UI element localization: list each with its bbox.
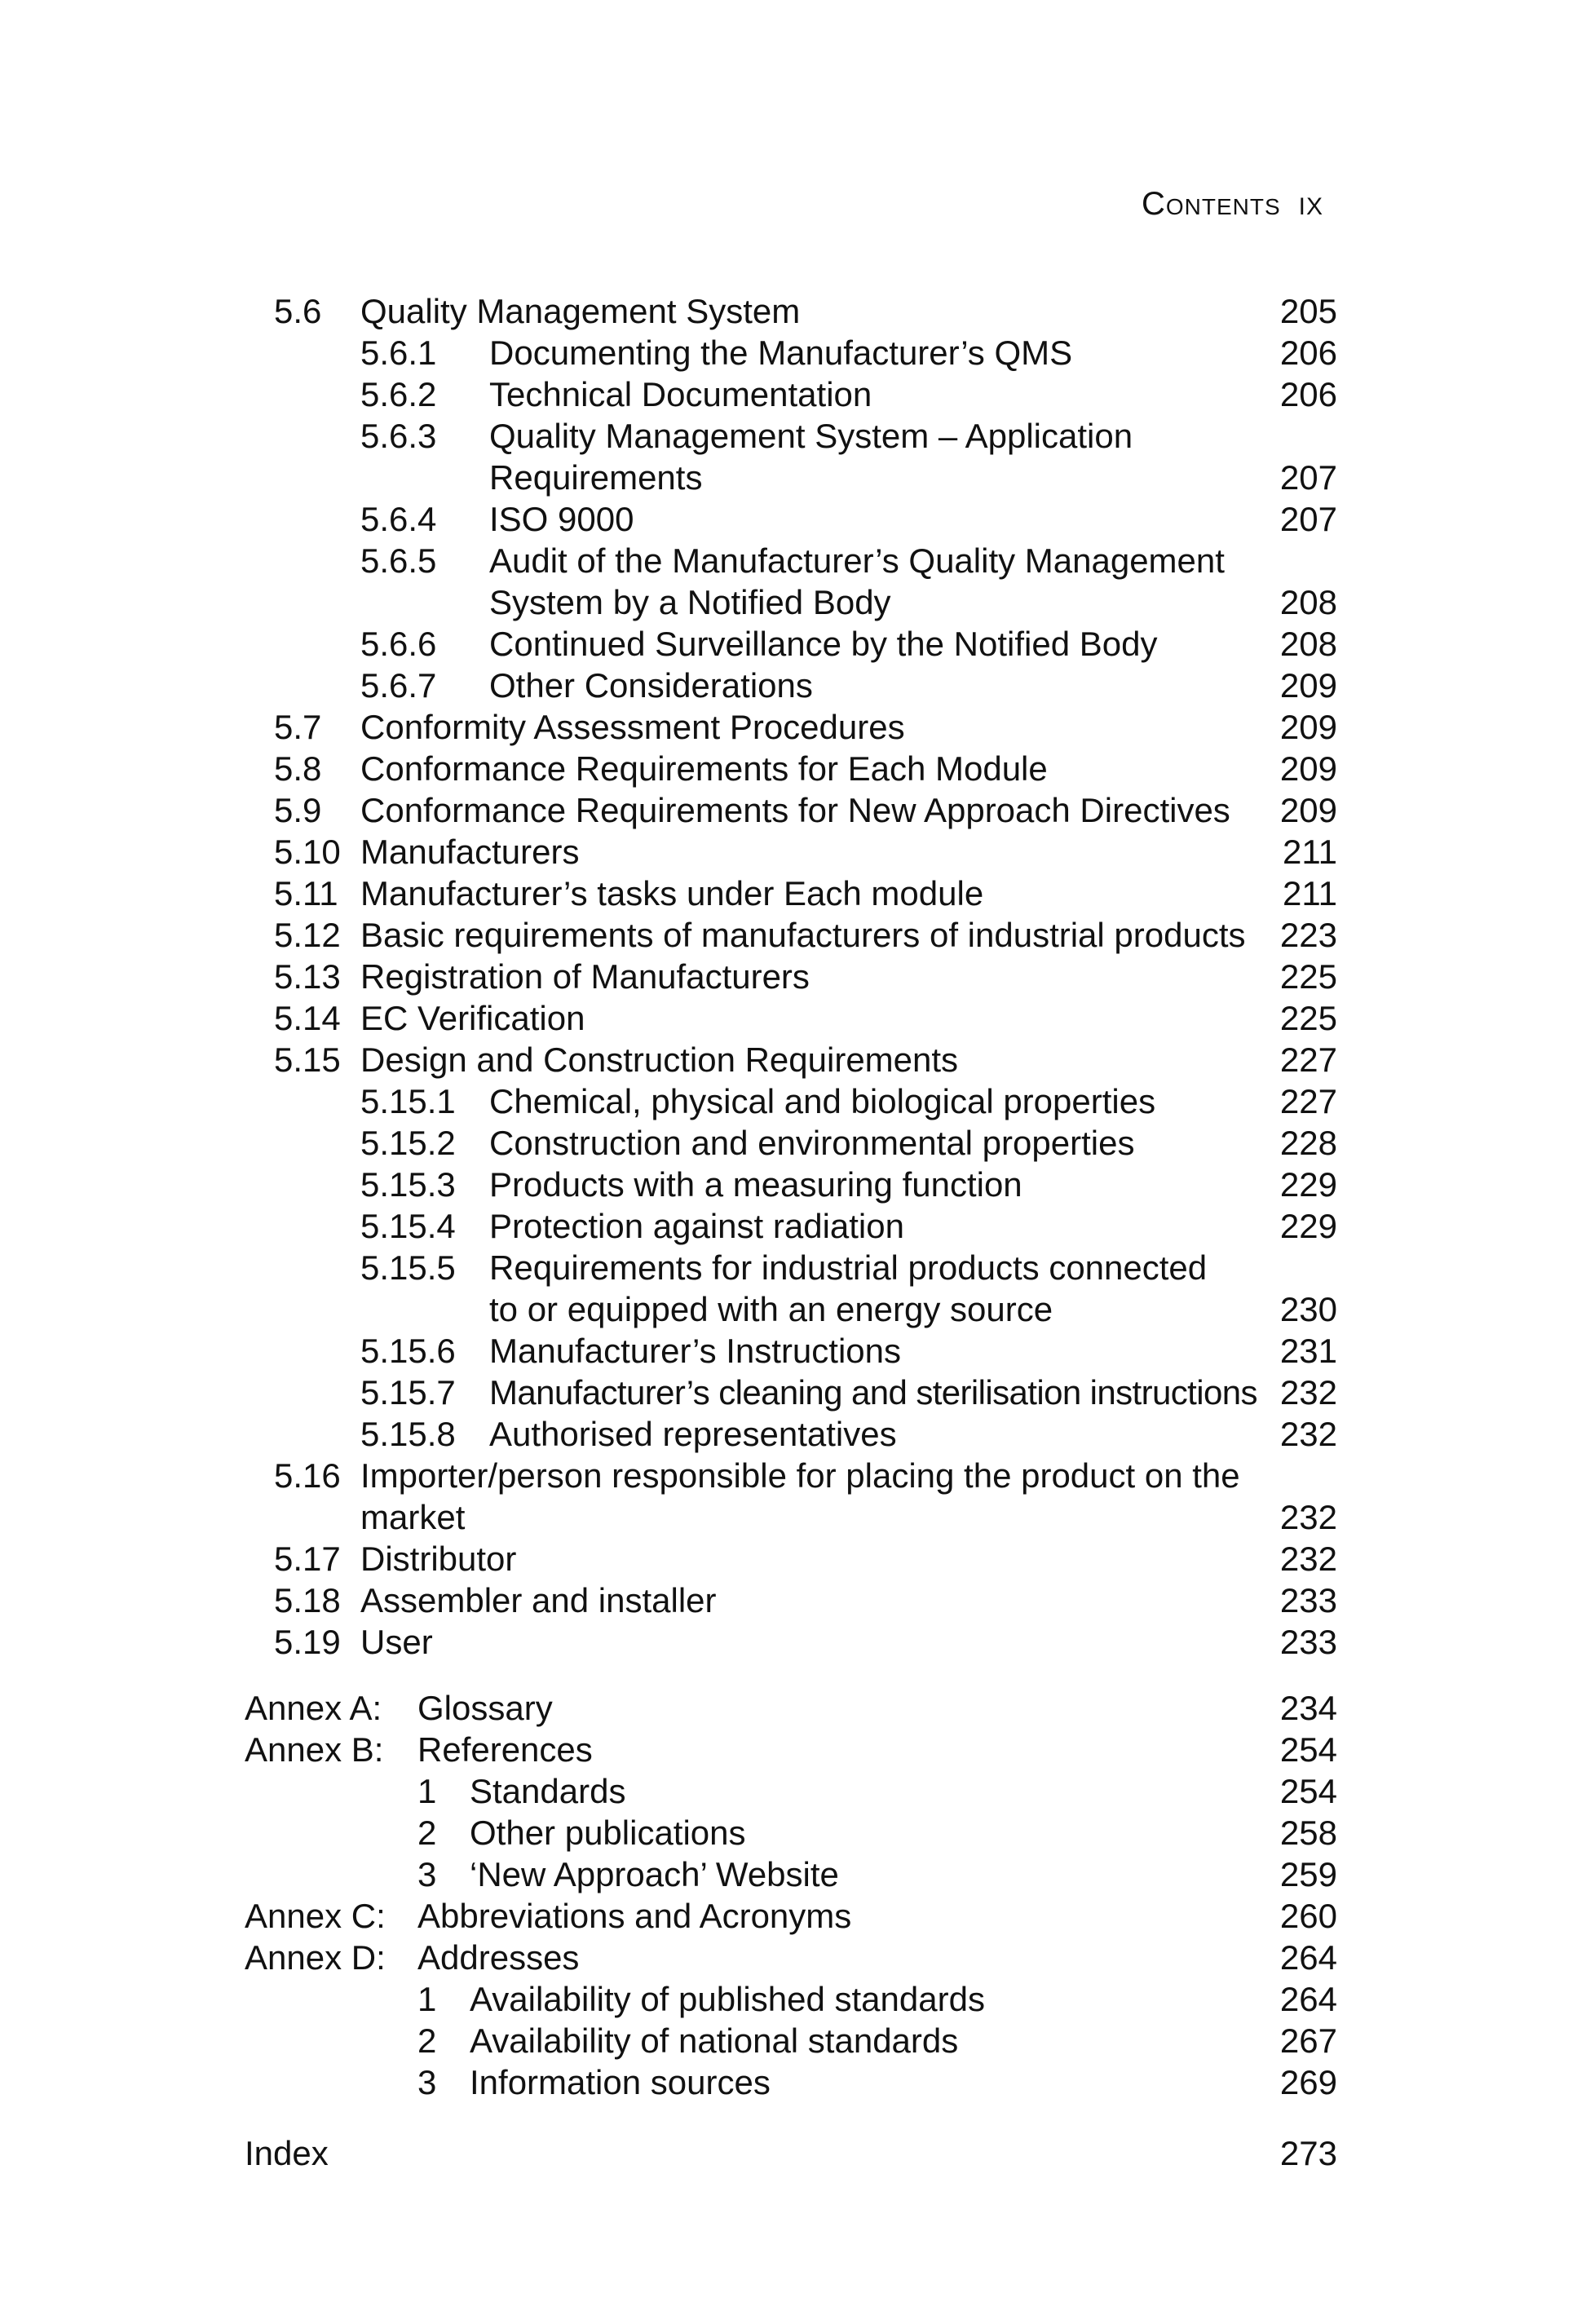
section-gap <box>245 1663 1337 1687</box>
entry-number: 1 <box>417 1980 437 2018</box>
entry-title: Quality Management System – Application <box>489 417 1133 455</box>
toc-entry-5-9[interactable] <box>245 789 1337 831</box>
entry-page: 231 <box>1279 1332 1337 1370</box>
entry-title: Audit of the Manufacturer’s Quality Management <box>489 541 1225 580</box>
entry-title: Standards <box>470 1772 626 1810</box>
entry-number: 5.10 <box>274 833 341 871</box>
entry-number: 5.6.1 <box>360 334 437 372</box>
entry-title: ‘New Approach’ Website <box>470 1855 839 1893</box>
toc-entry-5-8[interactable] <box>245 748 1337 789</box>
toc-entry-5-15-5[interactable] <box>245 1247 1337 1288</box>
toc-entry-5-19[interactable] <box>245 1621 1337 1663</box>
entry-title: Manufacturers <box>360 833 580 871</box>
entry-title: Design and Construction Requirements <box>360 1040 959 1079</box>
section-gap <box>245 2103 1337 2132</box>
entry-number: 5.6 <box>274 292 322 330</box>
entry-page: 211 <box>1283 874 1337 912</box>
entry-page: 260 <box>1279 1897 1337 1935</box>
toc-entry-5-15-7[interactable] <box>245 1372 1337 1413</box>
entry-title-continued: Requirements <box>489 458 703 497</box>
entry-title: Manufacturer’s cleaning and sterilisation instructions <box>489 1373 1257 1412</box>
entry-number: 3 <box>417 2063 437 2101</box>
entry-page: 209 <box>1279 666 1337 705</box>
entry-title: Conformance Requirements for New Approach Directives <box>360 791 1230 829</box>
entry-number: 5.6.6 <box>360 625 437 663</box>
entry-number: 5.15.3 <box>360 1165 456 1204</box>
entry-page: 269 <box>1279 2063 1337 2101</box>
entry-page: 206 <box>1279 375 1337 413</box>
table-of-contents <box>245 290 1337 2174</box>
toc-entry-5-15-2[interactable] <box>245 1122 1337 1164</box>
toc-entry-annex-b-1[interactable] <box>245 1770 1337 1812</box>
entry-title: Construction and environmental properties <box>489 1124 1135 1162</box>
entry-title: Conformity Assessment Procedures <box>360 708 905 746</box>
entry-title: Registration of Manufacturers <box>360 957 810 996</box>
toc-entry-annex-b-2[interactable] <box>245 1812 1337 1853</box>
entry-page: 207 <box>1279 500 1337 538</box>
toc-entry-5-16-continued[interactable] <box>245 1496 1337 1538</box>
toc-entry-annex-c[interactable] <box>245 1895 1337 1937</box>
toc-entry-annex-a[interactable] <box>245 1687 1337 1729</box>
toc-entry-5-6-5-continued[interactable] <box>245 581 1337 623</box>
entry-page: 206 <box>1279 334 1337 372</box>
entry-number: 5.18 <box>274 1581 341 1619</box>
toc-entry-5-17[interactable] <box>245 1538 1337 1580</box>
entry-title-continued: to or equipped with an energy source <box>489 1290 1053 1328</box>
entry-title: Basic requirements of manufacturers of industrial products <box>360 916 1246 954</box>
toc-entry-annex-d[interactable] <box>245 1937 1337 1978</box>
annex-label: Annex A: <box>245 1689 382 1727</box>
entry-title: Quality Management System <box>360 292 801 330</box>
entry-page: 232 <box>1279 1415 1337 1453</box>
page-number: IX <box>1298 193 1324 220</box>
toc-entry-5-6-7[interactable] <box>245 665 1337 706</box>
entry-title: Chemical, physical and biological properties <box>489 1082 1156 1120</box>
toc-entry-5-6-1[interactable] <box>245 332 1337 373</box>
entry-page: 259 <box>1279 1855 1337 1893</box>
entry-page: 230 <box>1279 1290 1337 1328</box>
entry-page: 225 <box>1279 957 1337 996</box>
entry-title: Conformance Requirements for Each Module <box>360 749 1048 788</box>
entry-page: 264 <box>1279 1980 1337 2018</box>
entry-number: 5.15 <box>274 1040 341 1079</box>
toc-entry-annex-d-1[interactable] <box>245 1978 1337 2020</box>
entry-number: 5.16 <box>274 1456 341 1495</box>
entry-title: Other publications <box>470 1814 746 1852</box>
entry-page: 254 <box>1279 1730 1337 1769</box>
entry-page: 234 <box>1279 1689 1337 1727</box>
entry-title: Abbreviations and Acronyms <box>417 1897 852 1935</box>
toc-entry-5-7[interactable] <box>245 706 1337 748</box>
entry-title: Documenting the Manufacturer’s QMS <box>489 334 1073 372</box>
entry-number: 5.15.7 <box>360 1373 456 1412</box>
entry-page: 232 <box>1279 1540 1337 1578</box>
toc-entry-annex-b-3[interactable] <box>245 1853 1337 1895</box>
entry-title: ISO 9000 <box>489 500 634 538</box>
entry-title: Addresses <box>417 1938 580 1977</box>
entry-title: Manufacturer’s tasks under Each module <box>360 874 984 912</box>
toc-entry-5-6-5[interactable] <box>245 540 1337 581</box>
annex-label: Annex C: <box>245 1897 386 1935</box>
toc-entry-5-14[interactable] <box>245 997 1337 1039</box>
entry-title: Availability of national standards <box>470 2021 959 2060</box>
entry-page: 209 <box>1279 749 1337 788</box>
entry-number: 5.15.4 <box>360 1207 456 1245</box>
entry-page: 227 <box>1279 1082 1337 1120</box>
entry-number: 3 <box>417 1855 437 1893</box>
entry-number: 5.6.4 <box>360 500 437 538</box>
entry-number: 1 <box>417 1772 437 1810</box>
entry-title: Authorised representatives <box>489 1415 897 1453</box>
entry-title: Index <box>245 2134 329 2172</box>
toc-entry-5-15-3[interactable] <box>245 1164 1337 1205</box>
entry-number: 5.14 <box>274 999 341 1037</box>
entry-title: Technical Documentation <box>489 375 872 413</box>
entry-page: 229 <box>1279 1165 1337 1204</box>
toc-entry-5-15-8[interactable] <box>245 1413 1337 1455</box>
toc-entry-annex-d-3[interactable] <box>245 2061 1337 2103</box>
toc-entry-5-6-6[interactable] <box>245 623 1337 665</box>
toc-entry-5-15[interactable] <box>245 1039 1337 1080</box>
running-head <box>1142 186 1337 223</box>
entry-page: 273 <box>1279 2134 1337 2172</box>
entry-number: 5.6.5 <box>360 541 437 580</box>
entry-page: 227 <box>1279 1040 1337 1079</box>
entry-page: 233 <box>1279 1581 1337 1619</box>
entry-number: 5.6.7 <box>360 666 437 705</box>
entry-number: 5.6.2 <box>360 375 437 413</box>
toc-entry-5-10[interactable] <box>245 831 1337 873</box>
entry-number: 5.12 <box>274 916 341 954</box>
entry-title: EC Verification <box>360 999 585 1037</box>
toc-entry-5-12[interactable] <box>245 914 1337 956</box>
toc-entry-5-6-3[interactable] <box>245 415 1337 457</box>
entry-number: 5.19 <box>274 1623 341 1661</box>
entry-number: 5.15.5 <box>360 1248 456 1287</box>
toc-entry-5-15-1[interactable] <box>245 1080 1337 1122</box>
entry-number: 5.13 <box>274 957 341 996</box>
entry-page: 254 <box>1279 1772 1337 1810</box>
entry-page: 207 <box>1279 458 1337 497</box>
entry-number: 5.6.3 <box>360 417 437 455</box>
toc-entry-5-15-6[interactable] <box>245 1330 1337 1372</box>
toc-entry-5-6-3-continued[interactable] <box>245 457 1337 498</box>
entry-page: 258 <box>1279 1814 1337 1852</box>
entry-page: 264 <box>1279 1938 1337 1977</box>
toc-entry-5-6-4[interactable] <box>245 498 1337 540</box>
entry-page: 208 <box>1279 583 1337 621</box>
toc-entry-annex-b[interactable] <box>245 1729 1337 1770</box>
entry-title-continued: System by a Notified Body <box>489 583 891 621</box>
toc-entry-5-15-4[interactable] <box>245 1205 1337 1247</box>
toc-entry-5-15-5-continued[interactable] <box>245 1288 1337 1330</box>
entry-title: Other Considerations <box>489 666 813 705</box>
entry-page: 267 <box>1279 2021 1337 2060</box>
entry-page: 211 <box>1283 833 1337 871</box>
entry-title: References <box>417 1730 593 1769</box>
entry-title: Protection against radiation <box>489 1207 904 1245</box>
entry-title: Manufacturer’s Instructions <box>489 1332 902 1370</box>
toc-entry-5-16[interactable] <box>245 1455 1337 1496</box>
toc-entry-5-6-2[interactable] <box>245 373 1337 415</box>
entry-title: Products with a measuring function <box>489 1165 1022 1204</box>
entry-title: Continued Surveillance by the Notified Body <box>489 625 1158 663</box>
toc-entry-5-18[interactable] <box>245 1580 1337 1621</box>
entry-title: Distributor <box>360 1540 517 1578</box>
toc-entry-annex-d-2[interactable] <box>245 2020 1337 2061</box>
entry-page: 208 <box>1279 625 1337 663</box>
entry-number: 5.8 <box>274 749 322 788</box>
entry-title-continued: market <box>360 1498 466 1536</box>
entry-page: 209 <box>1279 708 1337 746</box>
entry-page: 233 <box>1279 1623 1337 1661</box>
entry-number: 2 <box>417 2021 437 2060</box>
entry-number: 2 <box>417 1814 437 1852</box>
entry-title: User <box>360 1623 433 1661</box>
entry-title: Information sources <box>470 2063 771 2101</box>
entry-title: Assembler and installer <box>360 1581 717 1619</box>
entry-number: 5.11 <box>274 874 338 912</box>
entry-title: Availability of published standards <box>470 1980 985 2018</box>
entry-page: 232 <box>1279 1498 1337 1536</box>
annex-label: Annex D: <box>245 1938 386 1977</box>
entry-number: 5.9 <box>274 791 322 829</box>
running-title: Contents <box>1142 186 1281 222</box>
entry-page: 229 <box>1279 1207 1337 1245</box>
entry-number: 5.15.1 <box>360 1082 456 1120</box>
entry-page: 205 <box>1279 292 1337 330</box>
entry-number: 5.15.2 <box>360 1124 456 1162</box>
entry-title: Importer/person responsible for placing the product on the <box>360 1456 1240 1495</box>
annex-label: Annex B: <box>245 1730 384 1769</box>
entry-number: 5.17 <box>274 1540 341 1578</box>
toc-entry-index[interactable] <box>245 2132 1337 2174</box>
entry-page: 209 <box>1279 791 1337 829</box>
entry-number: 5.15.8 <box>360 1415 456 1453</box>
entry-page: 225 <box>1279 999 1337 1037</box>
toc-entry-5-13[interactable] <box>245 956 1337 997</box>
entry-page: 232 <box>1279 1373 1337 1412</box>
entry-number: 5.15.6 <box>360 1332 456 1370</box>
entry-title: Glossary <box>417 1689 553 1727</box>
entry-page: 223 <box>1279 916 1337 954</box>
toc-entry-5-6[interactable] <box>245 290 1337 332</box>
entry-page: 228 <box>1279 1124 1337 1162</box>
entry-number: 5.7 <box>274 708 322 746</box>
entry-title: Requirements for industrial products connected <box>489 1248 1208 1287</box>
toc-entry-5-11[interactable] <box>245 873 1337 914</box>
